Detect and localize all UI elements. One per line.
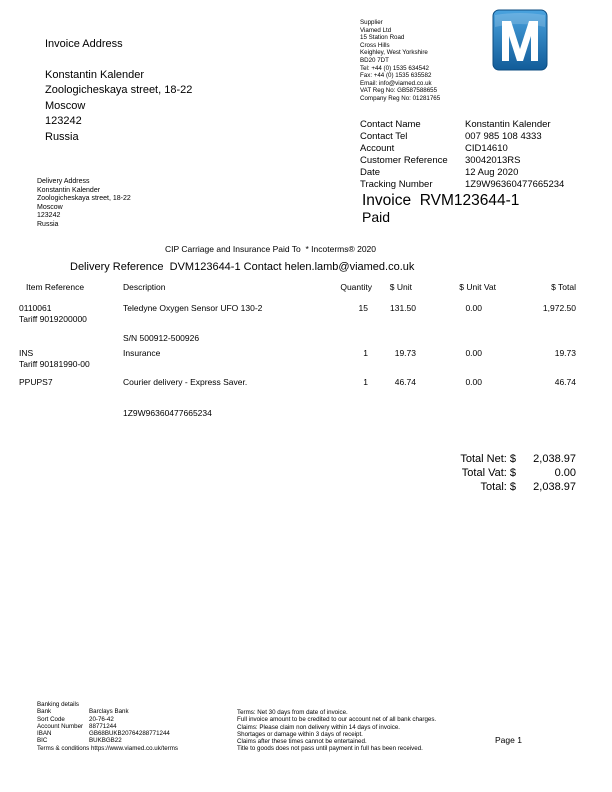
supplier-block [360, 19, 440, 103]
banking-details [37, 701, 178, 752]
contact-row [360, 179, 564, 191]
page-number: Page 1 [495, 735, 522, 745]
contact-value: 1Z9W96360477665234 [465, 179, 565, 190]
terms-line: Full invoice amount to be credited to our account net of all bank charges. [237, 716, 437, 724]
invoice-address [45, 37, 192, 145]
invoice-address-street: Zoologicheskaya street, 18-22 [45, 84, 193, 96]
tariff-code: Tariff 90181990-00 [19, 358, 90, 369]
item-unit-vat: 0.00 [465, 348, 482, 358]
banking-row [37, 737, 178, 744]
item-unit-vat: 0.00 [465, 377, 482, 387]
col-header-description: Description [123, 282, 166, 292]
delivery-address [37, 178, 131, 230]
contact-label: Account [360, 143, 395, 154]
total-vat-row [430, 466, 576, 480]
delivery-reference: Delivery Reference DVM123644-1 Contact helen.lamb@viamed.co.uk [70, 261, 415, 273]
supplier-line: BD20 7DT [360, 56, 389, 64]
delivery-address-postcode: 123242 [37, 212, 61, 220]
contact-row [360, 119, 564, 131]
banking-row [37, 730, 178, 737]
supplier-line: 15 Station Road [360, 34, 405, 42]
col-header-total: $ Total [551, 282, 576, 292]
item-reference: 0110061 [19, 303, 52, 313]
tariff-code: Tariff 9019200000 [19, 313, 87, 324]
banking-value: BUKBGB22 [89, 737, 122, 745]
item-quantity: 1 [363, 377, 368, 387]
item-unit-vat: 0.00 [465, 303, 482, 313]
contact-value: CID14610 [465, 143, 508, 154]
item-reference: PPUPS7 [19, 377, 53, 387]
item-total: 1,972.50 [542, 303, 576, 313]
contact-label: Contact Tel [360, 131, 408, 142]
contact-value: 12 Aug 2020 [465, 167, 519, 178]
banking-row [37, 716, 178, 723]
supplier-line: Fax: +44 (0) 1535 635582 [360, 72, 432, 80]
item-total: 46.74 [554, 377, 576, 387]
supplier-line: VAT Reg No: GB587588655 [360, 87, 438, 95]
contact-row [360, 167, 564, 179]
invoice-address-city: Moscow [45, 99, 86, 112]
delivery-address-city: Moscow [37, 203, 63, 211]
col-header-unit: $ Unit [389, 282, 412, 292]
banking-value: Barclays Bank [89, 708, 129, 716]
terms-line: Claims after these times cannot be entertained. [237, 738, 367, 746]
total-vat-label: Total Vat: $ [461, 467, 516, 479]
contact-row [360, 131, 564, 143]
col-header-unit-vat: $ Unit Vat [459, 282, 496, 292]
item-description: Teledyne Oxygen Sensor UFO 130-2 [123, 303, 263, 313]
terms-line: Claims: Please claim non delivery within 14 days of invoice. [237, 723, 401, 731]
delivery-address-heading: Delivery Address [37, 178, 90, 185]
banking-label: Bank [37, 708, 52, 716]
supplier-line: Company Reg No: 01281765 [360, 94, 441, 102]
totals-block [430, 452, 576, 494]
invoice-address-country: Russia [45, 130, 79, 143]
item-quantity: 15 [358, 303, 368, 313]
banking-label: IBAN [37, 730, 52, 738]
contact-value: 007 985 108 4333 [465, 131, 542, 142]
supplier-label: Supplier [360, 19, 383, 26]
invoice-address-heading: Invoice Address [45, 38, 123, 50]
banking-row [37, 723, 178, 730]
table-row [19, 303, 87, 324]
banking-value: GB68BUKB20764288771244 [89, 730, 170, 738]
invoice-number: Invoice RVM123644-1 [362, 192, 520, 209]
contact-value: Konstantin Kalender [465, 119, 551, 130]
banking-label: Account Number [37, 722, 84, 730]
payment-terms [237, 709, 436, 753]
supplier-line: Email: info@viamed.co.uk [360, 79, 432, 87]
item-serial-numbers: S/N 500912-500926 [123, 333, 200, 343]
grand-total-row [430, 480, 576, 494]
contact-label: Customer Reference [360, 155, 448, 166]
terms-conditions-link[interactable]: Terms & conditions https://www.viamed.co.uk/terms [37, 744, 178, 752]
supplier-line: Cross Hills [360, 41, 390, 49]
col-header-quantity: Quantity [340, 282, 372, 292]
banking-label: Sort Code [37, 715, 65, 723]
contact-label: Date [360, 167, 381, 178]
banking-label: BIC [37, 737, 48, 745]
invoice-address-name: Konstantin Kalender [45, 68, 145, 81]
total-net-value: 2,038.97 [533, 453, 576, 465]
terms-line: Shortages or damage within 3 days of receipt. [237, 730, 363, 738]
contact-row [360, 155, 564, 167]
supplier-line: Tel: +44 (0) 1535 634542 [360, 64, 429, 72]
item-quantity: 1 [363, 348, 368, 358]
invoice-address-postcode: 123242 [45, 115, 82, 127]
item-unit-price: 46.74 [394, 377, 416, 387]
item-description: Courier delivery - Express Saver. [123, 377, 248, 387]
table-row [19, 348, 90, 369]
banking-value: 88771244 [89, 722, 117, 730]
banking-row [37, 708, 178, 715]
contact-row [360, 143, 564, 155]
delivery-address-name: Konstantin Kalender [37, 186, 101, 194]
total-vat-value: 0.00 [554, 467, 576, 479]
banking-value: 20-76-42 [89, 715, 114, 723]
terms-line: Title to goods does not pass until payment in full has been received. [237, 745, 423, 753]
total-net-row [430, 452, 576, 466]
item-unit-price: 19.73 [394, 348, 416, 358]
col-header-item-reference: Item Reference [26, 282, 85, 292]
total-net-label: Total Net: $ [460, 453, 516, 465]
contact-value: 30042013RS [465, 155, 521, 166]
item-tracking-number: 1Z9W96360477665234 [123, 408, 212, 418]
item-description: Insurance [123, 348, 161, 358]
invoice-status: Paid [362, 209, 391, 225]
table-row [19, 377, 53, 388]
grand-total-value: 2,038.97 [533, 481, 576, 493]
grand-total-label: Total: $ [480, 481, 516, 493]
incoterms-line: CIP Carriage and Insurance Paid To * Incoterms® 2020 [165, 244, 377, 254]
supplier-line: Keighley, West Yorkshire [360, 49, 428, 57]
item-unit-price: 131.50 [390, 303, 416, 313]
delivery-address-street: Zoologicheskaya street, 18-22 [37, 195, 131, 203]
supplier-company: Viamed Ltd [360, 26, 392, 34]
viamed-logo-icon [492, 9, 548, 71]
banking-heading: Banking details [37, 701, 79, 708]
item-total: 19.73 [554, 348, 576, 358]
item-reference: INS [19, 348, 34, 358]
terms-line: Terms: Net 30 days from date of invoice. [237, 709, 348, 716]
contact-label: Contact Name [360, 119, 421, 130]
delivery-address-country: Russia [37, 220, 59, 228]
contact-details [360, 119, 564, 191]
contact-label: Tracking Number [360, 179, 433, 190]
